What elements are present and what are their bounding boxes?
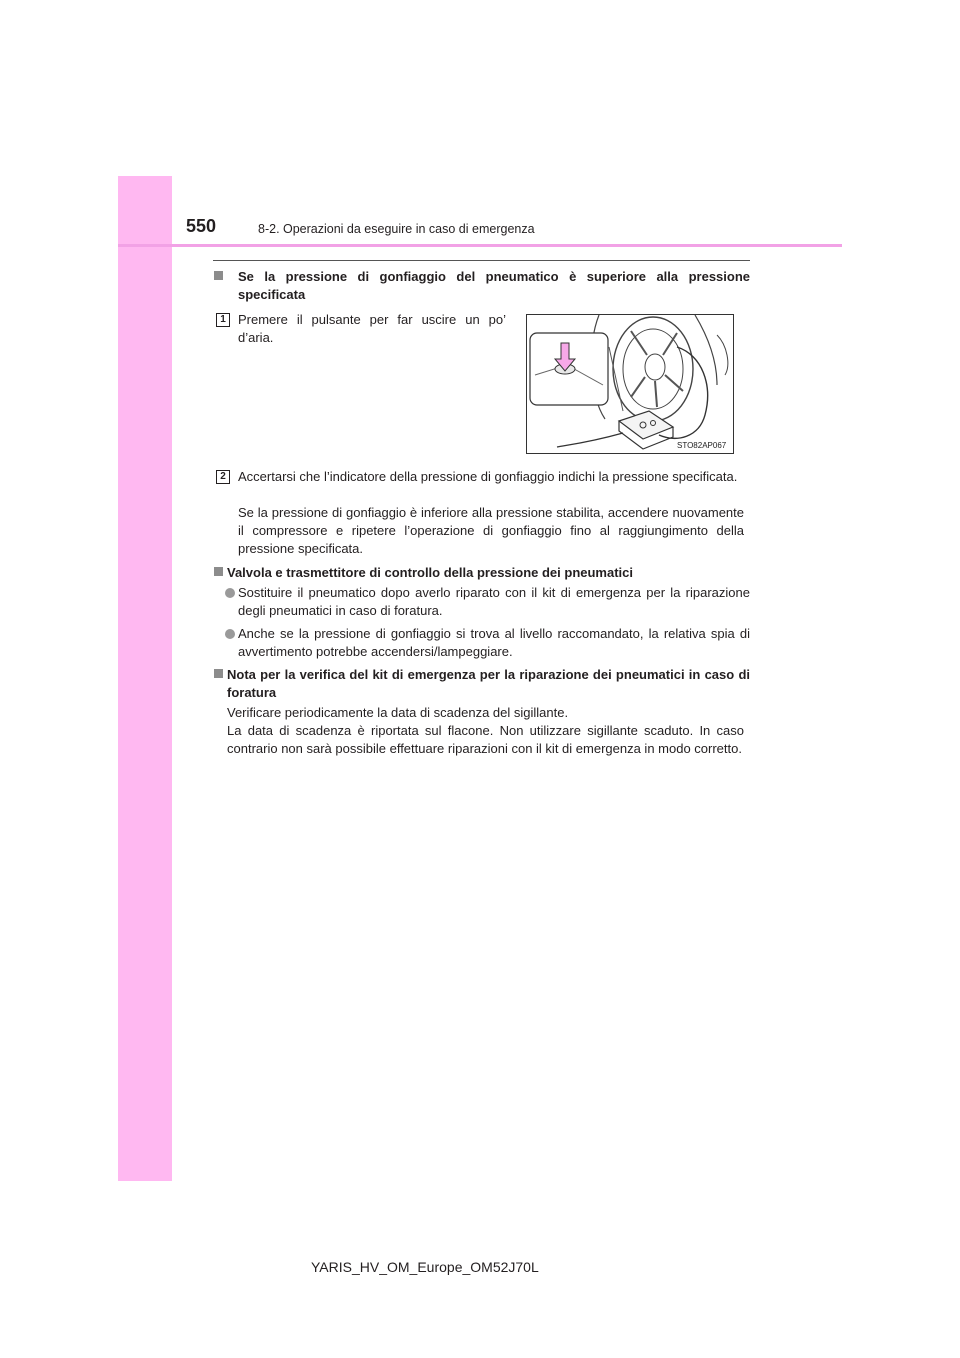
kit-check-text-1: Verificare periodicamente la data di scadenza del sigillante. [227, 705, 569, 720]
round-bullet-icon [225, 588, 235, 598]
wheel-compressor-drawing [527, 315, 733, 453]
kit-check-text-2: La data di scadenza è riportata sul flacone. Non utilizzare sigillante scaduto. In caso contrario non sarà possibile effettuare riparazioni con il kit di emergenza in modo corretto. [227, 723, 744, 756]
heading-pressure-too-high: Se la pressione di gonfiaggio del pneumatico è superiore alla pressione specificata [238, 269, 750, 302]
bullet-replace-tire: Sostituire il pneumatico dopo averlo riparato con il kit di emergenza per la riparazione degli pneumatici in caso di foratura. [238, 585, 750, 618]
header-line [118, 244, 842, 247]
heading-valve-transmitter: Valvola e trasmettitore di controllo della pressione dei pneumatici [227, 565, 634, 580]
step-2-badge: 2 [216, 470, 230, 484]
step-2-text-continued: Se la pressione di gonfiaggio è inferiore alla pressione stabilita, accendere nuovamente il compressore e ripetere l’operazione di gonfiaggio fino al raggiungimento della pressione specificata. [238, 505, 744, 556]
page-number: 550 [186, 216, 217, 236]
square-bullet-icon [214, 271, 223, 280]
square-bullet-icon [214, 669, 223, 678]
document-code: YARIS_HV_OM_Europe_OM52J70L [311, 1259, 539, 1275]
step-1-badge: 1 [216, 313, 230, 327]
heading-kit-check: Nota per la verifica del kit di emergenza per la riparazione dei pneumatici in caso di foratura [227, 667, 750, 700]
step-1-text: Premere il pulsante per far uscire un po’ d’aria. [238, 312, 506, 345]
round-bullet-icon [225, 629, 235, 639]
section-title: 8-2. Operazioni da eseguire in caso di emergenza [258, 222, 535, 236]
figure-code: STO82AP067 [677, 441, 727, 450]
compressor-illustration [526, 314, 734, 454]
pink-sidebar [118, 176, 172, 1181]
square-bullet-icon [214, 567, 223, 576]
divider-rule [213, 260, 750, 261]
step-2-text: Accertarsi che l’indicatore della pressione di gonfiaggio indichi la pressione specificata. [238, 469, 738, 484]
bullet-warning-light: Anche se la pressione di gonfiaggio si trova al livello raccomandato, la relativa spia di avvertimento potrebbe accendersi/lampeggiare. [238, 626, 750, 659]
